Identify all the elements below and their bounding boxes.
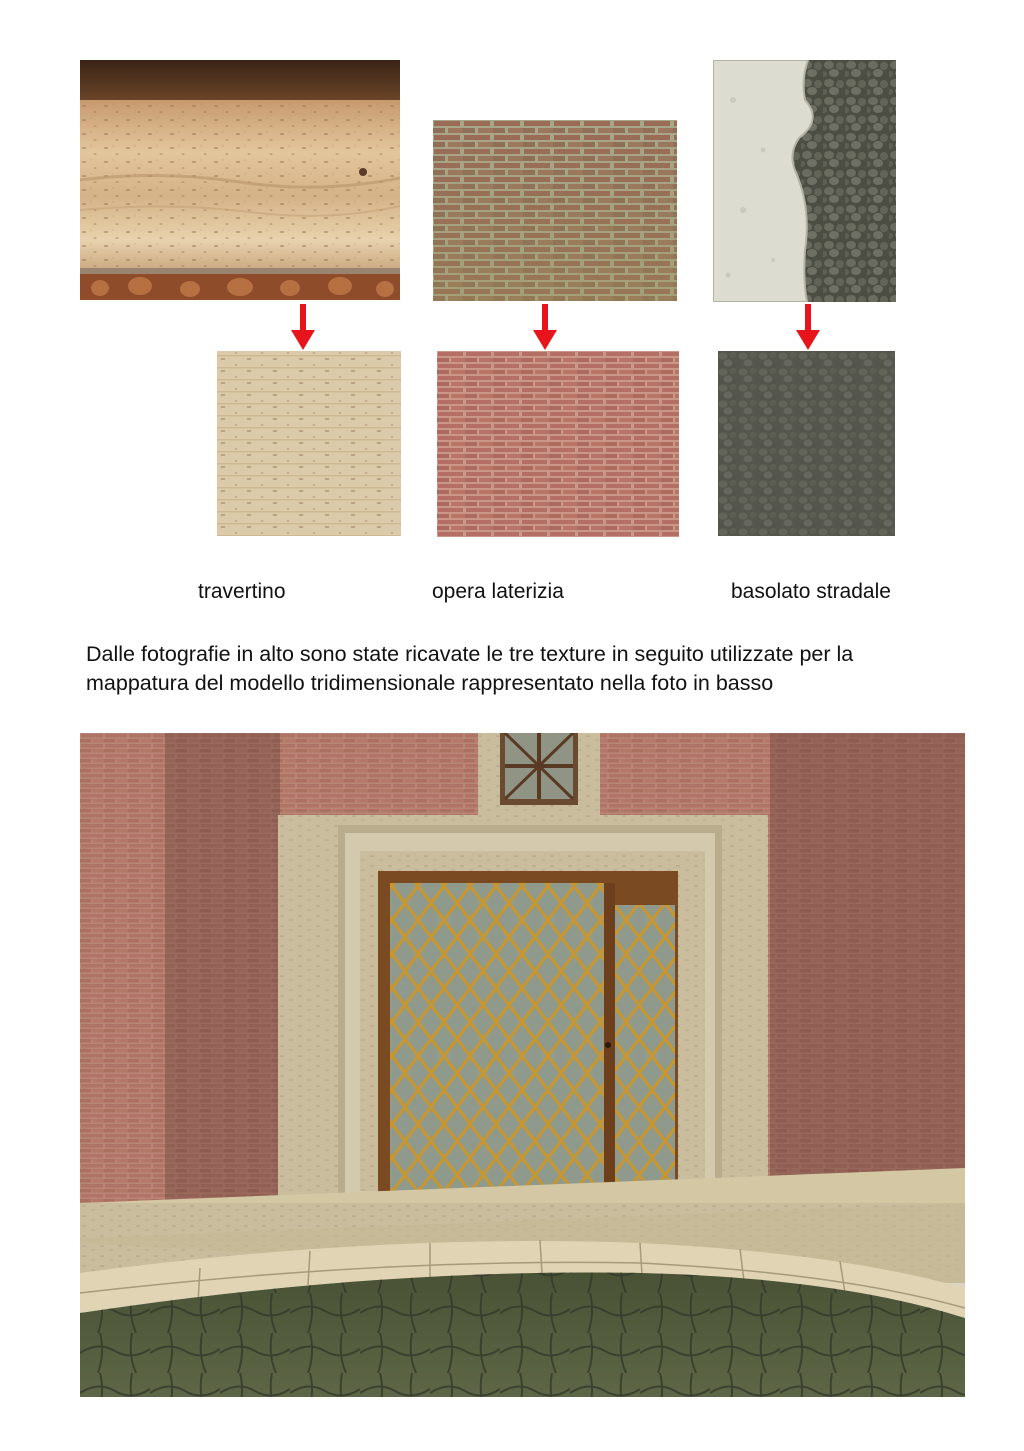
brick-label: opera laterizia [432, 580, 564, 603]
rendered-3d-model-image [80, 733, 965, 1397]
travertine-label: travertino [198, 580, 286, 603]
arrow-down-icon [533, 304, 557, 350]
travertine-source-photo [80, 60, 400, 300]
travertine-texture-swatch [217, 351, 401, 536]
caption-line: Dalle fotografie in alto sono state ricavate le tre texture in seguito utilizzate per la [86, 642, 854, 666]
arrow-down-icon [796, 304, 820, 350]
basalt-label: basolato stradale [731, 580, 891, 603]
basalt-texture-swatch [718, 351, 895, 536]
arrow-down-icon [291, 304, 315, 350]
brick-source-photo [433, 120, 677, 301]
brick-texture-swatch [437, 351, 679, 537]
caption-line: mappatura del modello tridimensionale rappresentato nella foto in basso [86, 671, 774, 695]
basalt-source-photo [713, 60, 896, 302]
caption-paragraph [86, 640, 986, 698]
